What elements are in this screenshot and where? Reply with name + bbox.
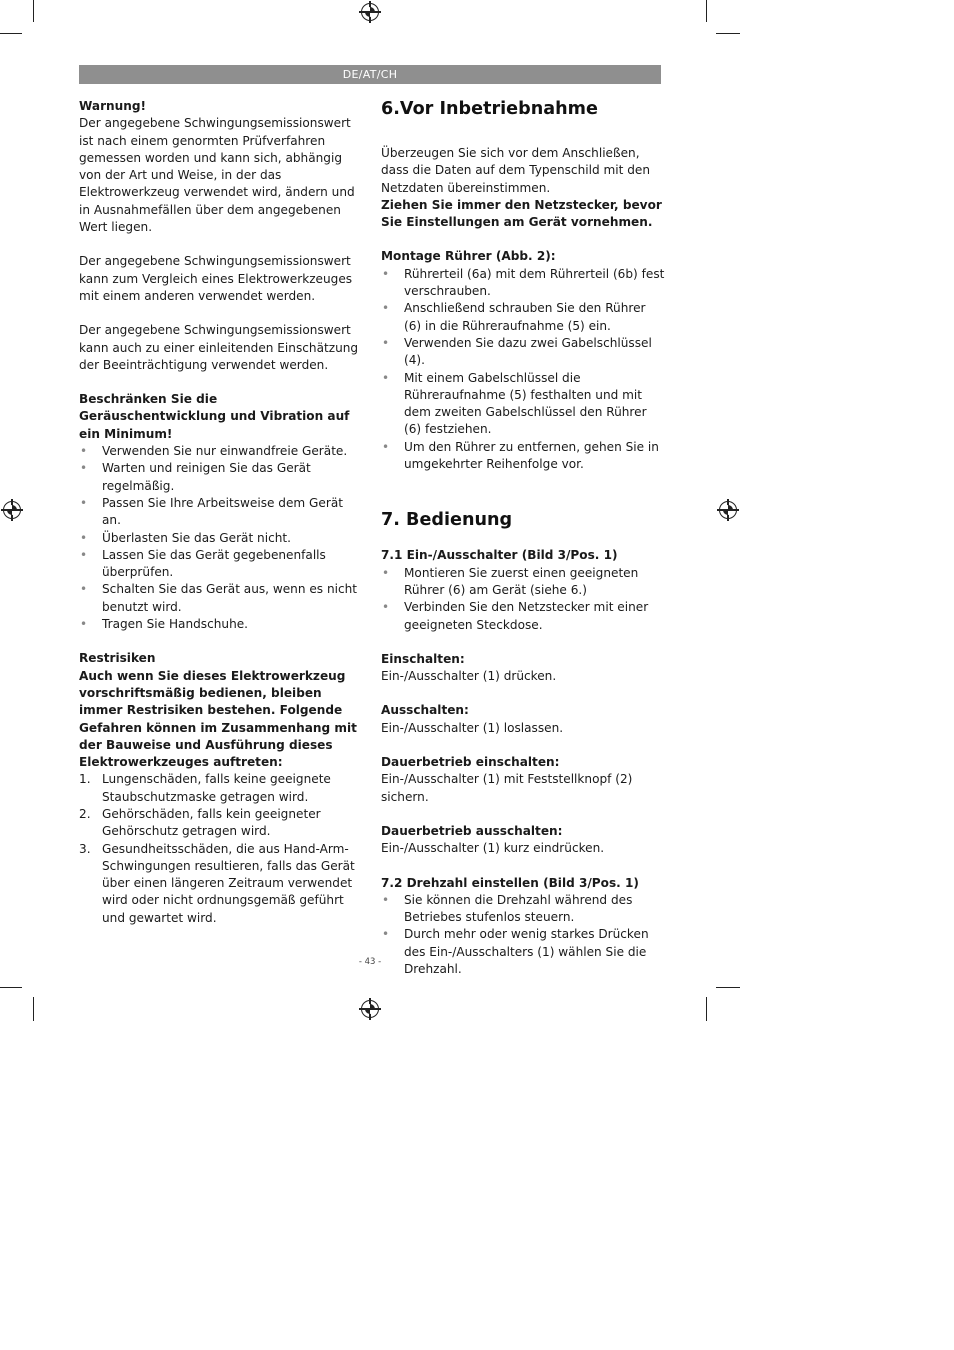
- switch-list: [381, 565, 665, 634]
- mount-heading: Montage Rührer (Abb. 2):: [381, 249, 556, 264]
- crop-mark: [716, 987, 740, 988]
- registration-mark-icon: [719, 501, 737, 519]
- list-item: [79, 841, 359, 927]
- paragraph: Ein-/Ausschalter (1) mit Feststellknopf (2) sichern.: [381, 772, 633, 804]
- list-number: 1.: [79, 772, 91, 787]
- registration-mark-icon: [3, 501, 21, 519]
- paragraph: Der angegebene Schwingungsemissionswert kann zum Vergleich eines Elektrowerkzeuges mit einem anderen verwendet werden.: [79, 254, 353, 303]
- registration-mark-icon: [361, 3, 379, 21]
- mount-list: [381, 266, 665, 474]
- list-item: • Anschließend schrauben Sie den Rührer (6) in die Rühreraufnahme (5) ein.: [381, 300, 665, 335]
- crop-mark: [0, 987, 22, 988]
- paragraph: Der angegebene Schwingungsemissionswert kann auch zu einer einleitenden Einschätzung der Beeinträchtigung verwendet werden.: [79, 323, 359, 372]
- limit-list: [79, 443, 359, 633]
- warning-title: Warnung!: [79, 99, 147, 113]
- list-text: Gehörschäden, falls kein geeigneter Gehörschutz getragen wird.: [102, 806, 321, 839]
- paragraph: Ein-/Ausschalter (1) drücken.: [381, 669, 557, 684]
- list-item: • Tragen Sie Handschuhe.: [79, 616, 359, 633]
- continuous-on-heading: Dauerbetrieb einschalten:: [381, 755, 560, 770]
- list-item: • Schalten Sie das Gerät aus, wenn es nicht benutzt wird.: [79, 581, 359, 616]
- region-header-bar: DE/AT/CH: [79, 65, 661, 84]
- list-item: • Lassen Sie das Gerät gegebenenfalls überprüfen.: [79, 547, 359, 582]
- subsection-7-2-title: 7.2 Drehzahl einstellen (Bild 3/Pos. 1): [381, 875, 639, 890]
- continuous-off-heading: Dauerbetrieb ausschalten:: [381, 823, 563, 838]
- crop-mark: [706, 997, 707, 1021]
- notice-bold: Ziehen Sie immer den Netzstecker, bevor Sie Einstellungen am Gerät vornehmen.: [381, 197, 662, 230]
- registration-mark-icon: [361, 1000, 379, 1018]
- list-item: • Warten und reinigen Sie das Gerät regelmäßig.: [79, 460, 359, 495]
- list-item: • Montieren Sie zuerst einen geeigneten Rührer (6) am Gerät (siehe 6.): [381, 565, 665, 600]
- crop-mark: [706, 0, 707, 22]
- paragraph: Überzeugen Sie sich vor dem Anschließen, dass die Daten auf dem Typenschild mit den Netzdaten übereinstimmen.: [381, 146, 650, 195]
- list-number: 3.: [79, 841, 91, 856]
- list-item: • Rührerteil (6a) mit dem Rührerteil (6b) fest verschrauben.: [381, 266, 665, 301]
- section-6-title: 6.Vor Inbetriebnahme: [381, 99, 598, 119]
- list-item: • Passen Sie Ihre Arbeitsweise dem Gerät an.: [79, 495, 359, 530]
- list-item: • Sie können die Drehzahl während des Betriebes stufenlos steuern.: [381, 892, 665, 927]
- list-text: Lungenschäden, falls keine geeignete Staubschutzmaske getragen wird.: [102, 772, 331, 804]
- paragraph: Ein-/Ausschalter (1) kurz eindrücken.: [381, 841, 605, 856]
- list-item: • Überlasten Sie das Gerät nicht.: [79, 530, 359, 547]
- paragraph: Ein-/Ausschalter (1) loslassen.: [381, 720, 564, 735]
- risk-list: [79, 771, 359, 927]
- list-item: [79, 771, 359, 806]
- page-number: - 43 -: [358, 957, 382, 967]
- risk-heading: Restrisiken: [79, 651, 156, 666]
- list-item: • Verwenden Sie dazu zwei Gabelschlüssel (4).: [381, 335, 665, 370]
- section-7-title: 7. Bedienung: [381, 510, 513, 531]
- list-item: [79, 806, 359, 841]
- right-column: [381, 96, 665, 978]
- list-item: • Mit einem Gabelschlüssel die Rühreraufnahme (5) festhalten und mit dem zweiten Gabelschlüssel den Rührer (6) festziehen.: [381, 370, 665, 439]
- switch-off-heading: Ausschalten:: [381, 703, 469, 718]
- warning-text: Der angegebene Schwingungsemissionswert ist nach einem genormten Prüfverfahren gemessen worden und kann sich, abhängig von der Art und Weise, in der das Elektrowerkzeug verwendet wird, ändern und in Ausnahmefällen über dem angegebenen Wert liegen.: [79, 116, 355, 235]
- left-column: [79, 98, 359, 927]
- list-item: • Verbinden Sie den Netzstecker mit einer geeigneten Steckdose.: [381, 599, 665, 634]
- list-text: Gesundheitsschäden, die aus Hand-Arm-Schwingungen resultieren, falls das Gerät über einen längeren Zeitraum verwendet wird oder nicht ordnungsgemäß geführt und gewartet wird.: [102, 841, 355, 925]
- subsection-7-1-title: 7.1 Ein-/Ausschalter (Bild 3/Pos. 1): [381, 548, 618, 563]
- crop-mark: [0, 33, 22, 34]
- list-item: • Verwenden Sie nur einwandfreie Geräte.: [79, 443, 359, 460]
- list-number: 2.: [79, 806, 91, 821]
- crop-mark: [33, 0, 34, 22]
- crop-mark: [716, 33, 740, 34]
- list-item: • Um den Rührer zu entfernen, gehen Sie in umgekehrter Reihenfolge vor.: [381, 439, 665, 474]
- risk-intro: Auch wenn Sie dieses Elektrowerkzeug vorschriftsmäßig bedienen, bleiben immer Restrisiken bestehen. Folgende Gefahren können im Zusammenhang mit der Bauweise und Ausführung dieses Elektrowerkzeuges auftreten:: [79, 668, 357, 770]
- crop-mark: [33, 997, 34, 1021]
- switch-on-heading: Einschalten:: [381, 651, 465, 666]
- list-item: • Durch mehr oder wenig starkes Drücken des Ein-/Ausschalters (1) wählen Sie die Drehzahl.: [381, 926, 665, 978]
- speed-list: [381, 892, 665, 978]
- limit-heading: Beschränken Sie die Geräuschentwicklung und Vibration auf ein Minimum!: [79, 392, 350, 441]
